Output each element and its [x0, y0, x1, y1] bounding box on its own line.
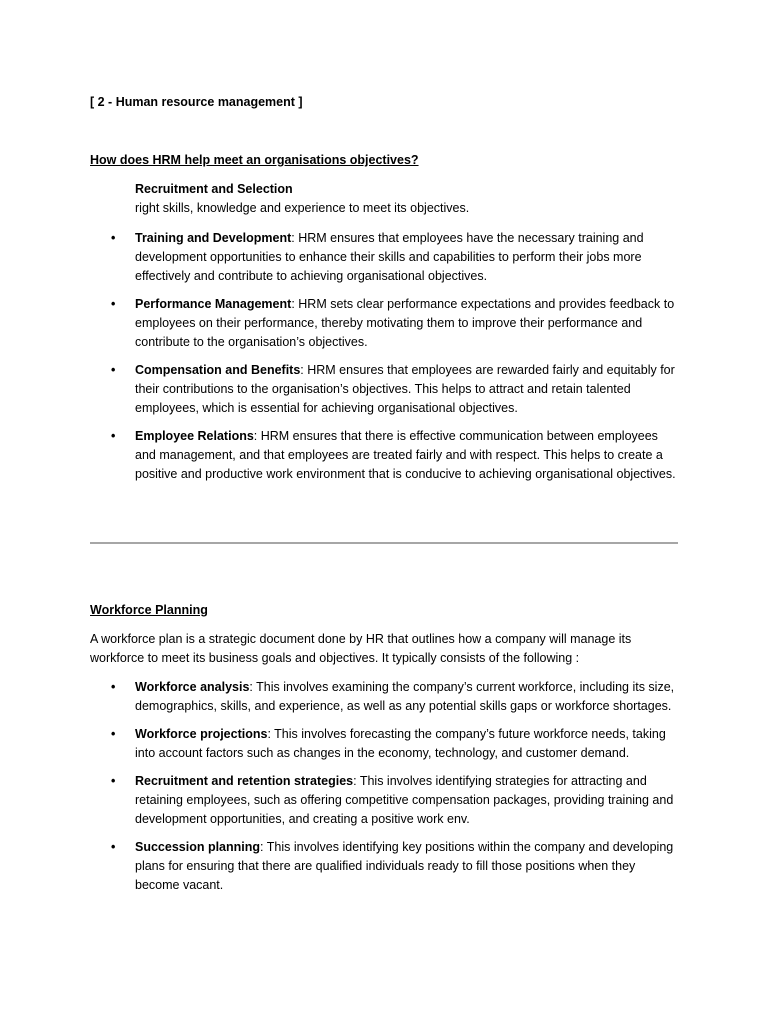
list-item: [90, 678, 680, 715]
item-term: Employee Relations: [135, 429, 254, 443]
recruitment-text: right skills, knowledge and experience to meet its objectives.: [135, 201, 470, 215]
section-tag: [ 2 - Human resource management ]: [90, 95, 303, 109]
list-item: [90, 838, 680, 895]
item-text: : HRM sets clear performance expectations and provides feedback to employees on their performance, thereby motivating them to improve their performance and contribute to the organisation’s objectives.: [135, 297, 675, 349]
recruitment-term: Recruitment and Selection: [135, 182, 293, 196]
item-term: Workforce analysis: [135, 680, 250, 694]
hrm-objectives-list: [90, 229, 680, 494]
question-heading: How does HRM help meet an organisations objectives?: [90, 153, 419, 167]
recruitment-item: [135, 180, 680, 218]
workforce-plan-list: [90, 678, 680, 905]
workforce-intro: A workforce plan is a strategic document done by HR that outlines how a company will manage its workforce to meet its business goals and objectives. It typically consists of the following :: [90, 632, 632, 665]
item-text: : HRM ensures that employees have the necessary training and development opportunities to enhance their skills and capabilities to perform their jobs more effectively and contribute to achieving organisational objectives.: [135, 231, 644, 283]
item-text: : This involves identifying strategies for attracting and retaining employees, such as offering competitive compensation packages, providing training and development opportunities, and creating a positive work env.: [135, 774, 674, 826]
list-item: [90, 361, 680, 417]
item-term: Recruitment and retention strategies: [135, 774, 354, 788]
item-term: Performance Management: [135, 297, 292, 311]
item-term: Compensation and Benefits: [135, 363, 301, 377]
item-text: : HRM ensures that there is effective communication between employees and management, and that employees are treated fairly and with respect. This helps to create a positive and productive work environment that is conducive to achieving organisational objectives.: [135, 429, 676, 481]
item-term: Training and Development: [135, 231, 292, 245]
list-item: [90, 427, 680, 484]
item-term: Workforce projections: [135, 727, 268, 741]
list-item: [90, 229, 680, 285]
item-term: Succession planning: [135, 840, 261, 854]
list-item: [90, 725, 680, 762]
horizontal-divider: [90, 542, 678, 544]
item-text: : This involves examining the company’s current workforce, including its size, demographics, skills, and experience, as well as any potential skills gaps or workforce shortages.: [135, 680, 675, 713]
item-text: : HRM ensures that employees are rewarded fairly and equitably for their contributions to the organisation’s objectives. This helps to attract and retain talented employees, which is essential for achieving organisational objectives.: [135, 363, 675, 415]
list-item: [90, 295, 680, 351]
item-text: : This involves identifying key positions within the company and developing plans for ensuring that there are qualified individuals ready to fill those positions when they become vacant.: [135, 840, 674, 892]
workforce-heading: Workforce Planning: [90, 603, 208, 617]
list-item: [90, 772, 680, 828]
item-text: : This involves forecasting the company’s future workforce needs, taking into account factors such as changes in the economy, technology, and customer demand.: [135, 727, 666, 760]
